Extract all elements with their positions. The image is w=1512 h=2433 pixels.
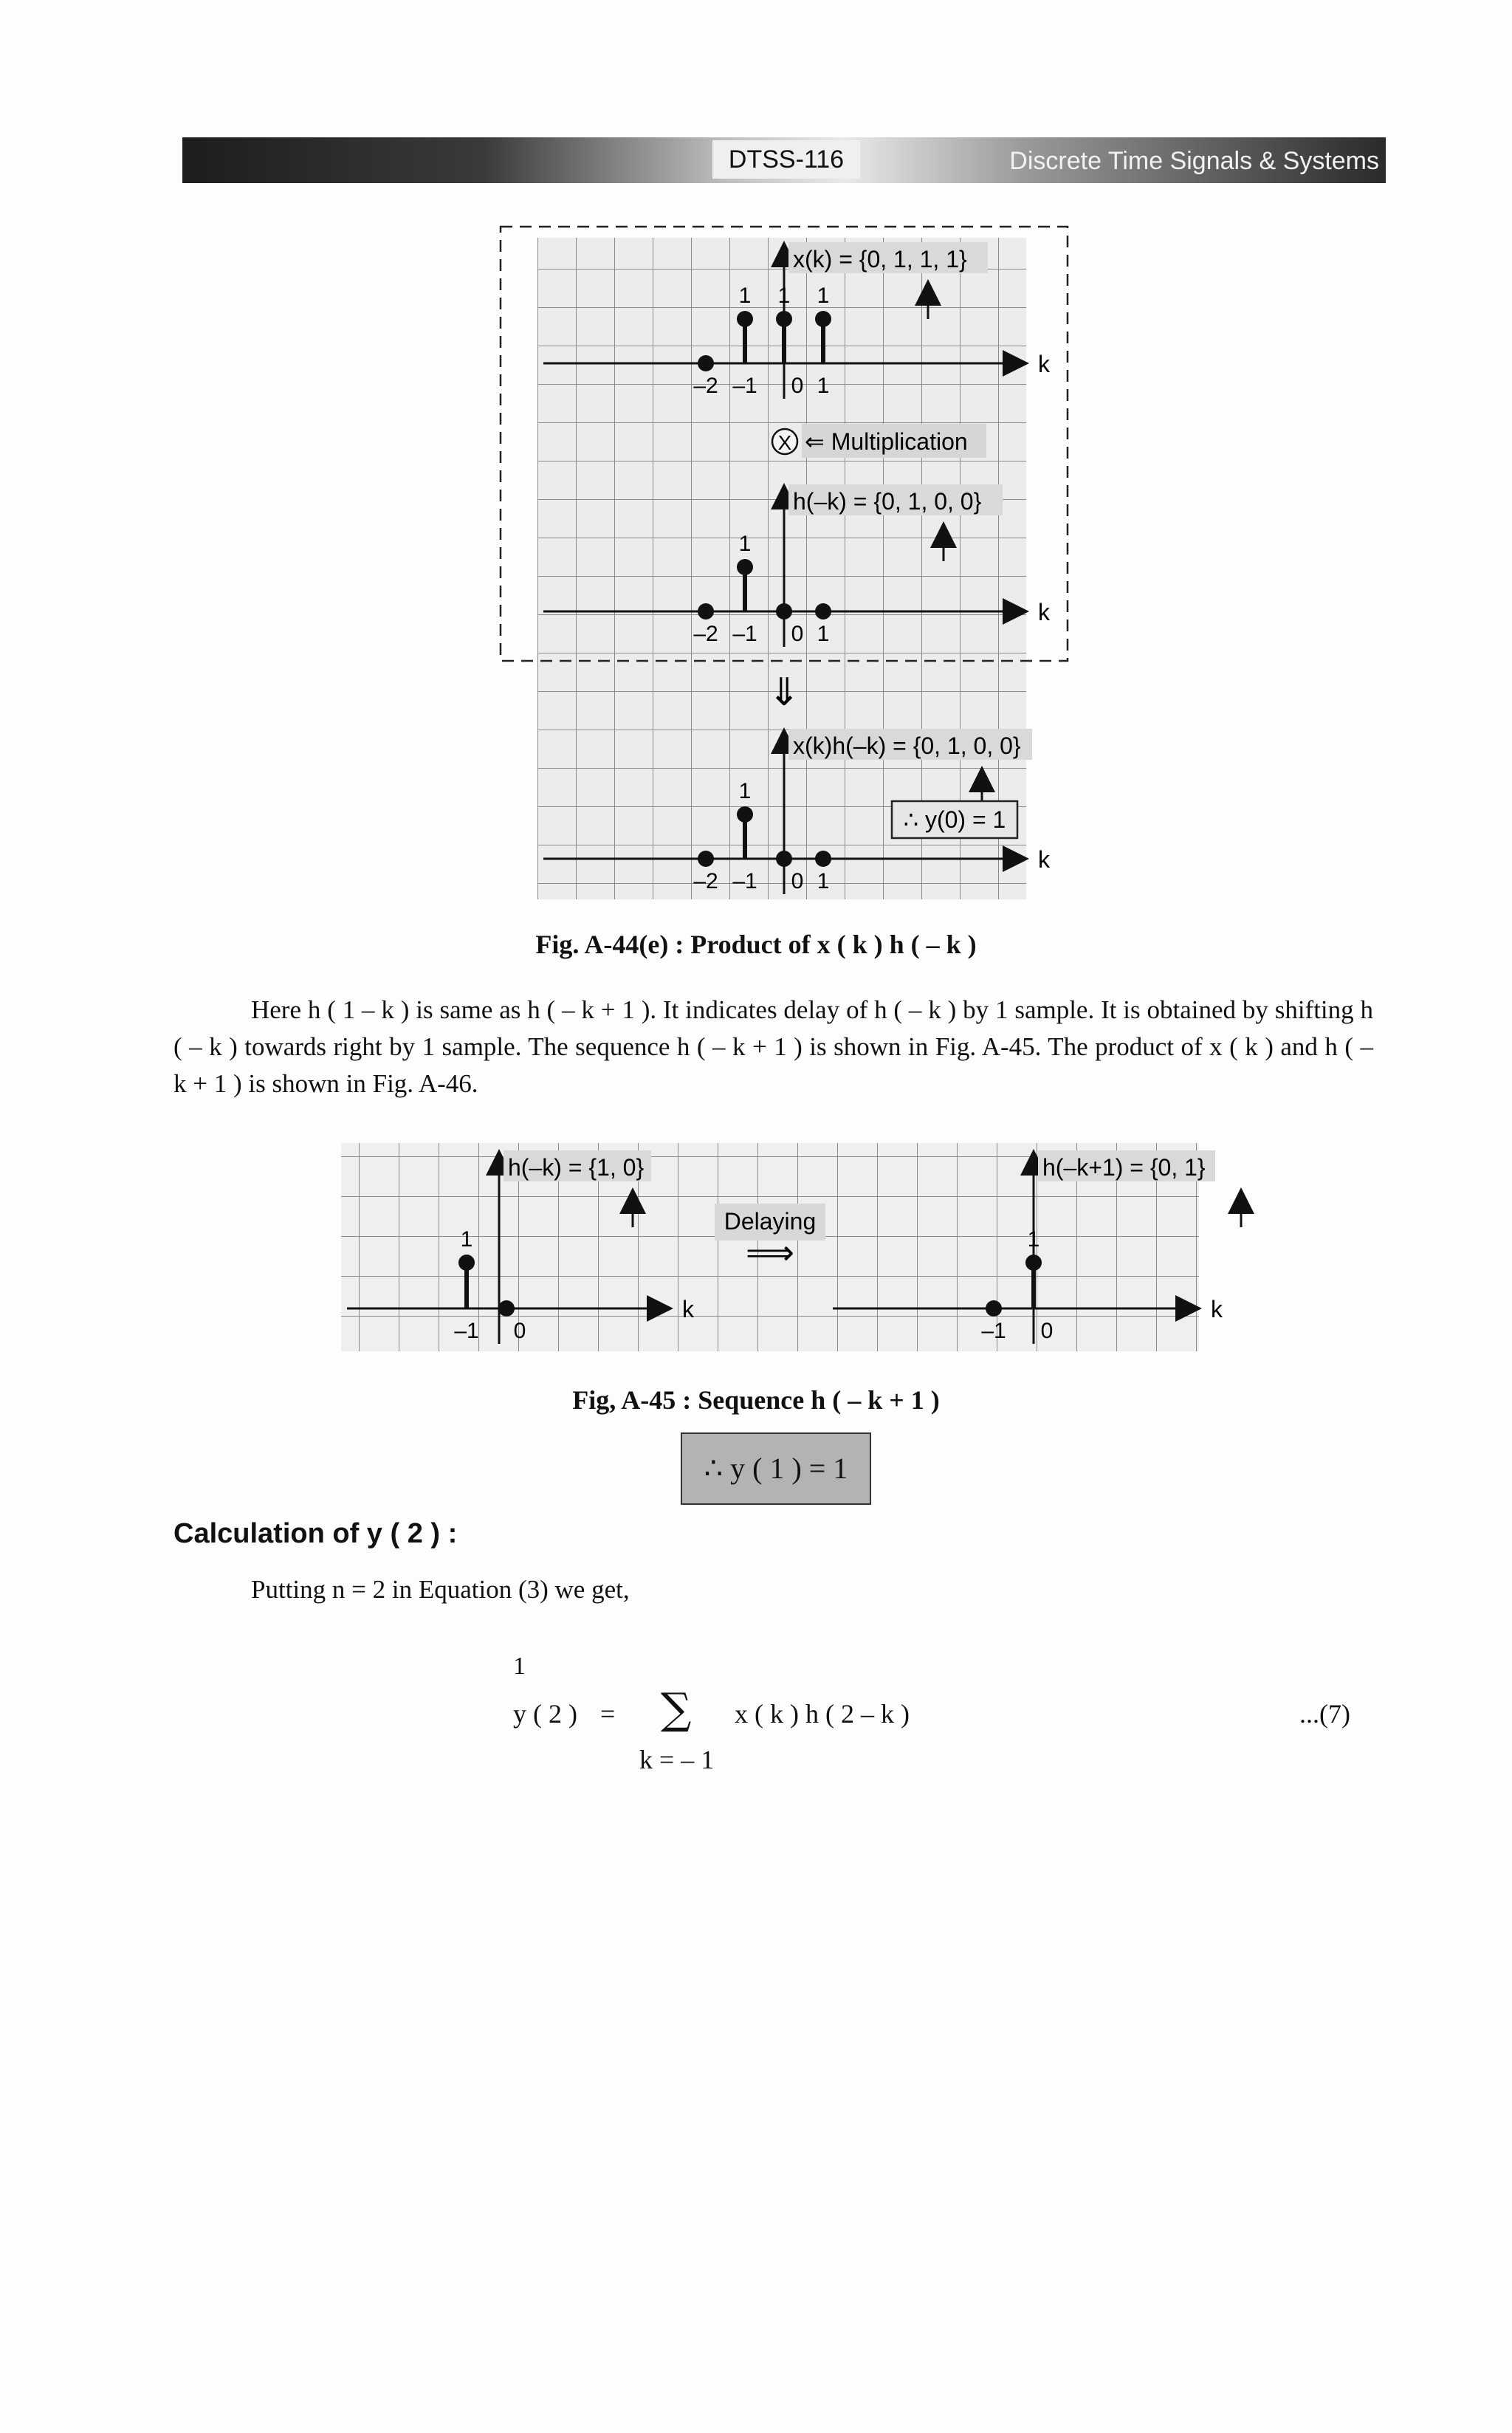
sample-dot [737, 311, 753, 327]
sequence-label: h(–k) = {0, 1, 0, 0} [793, 488, 982, 515]
sample-dot [498, 1300, 515, 1317]
k-axis-label: k [1038, 846, 1050, 873]
sample-dot [776, 311, 792, 327]
sequence-label: x(k) = {0, 1, 1, 1} [793, 246, 967, 272]
k-tick-label: –1 [732, 622, 757, 646]
k-axis-label: k [1038, 599, 1050, 625]
result-y1-box: ∴ y ( 1 ) = 1 [681, 1432, 871, 1505]
sample-dot [698, 851, 714, 867]
intro-text: Putting n = 2 in Equation (3) we get, [251, 1575, 630, 1604]
k-tick-label: 0 [791, 622, 804, 646]
k-tick-label: 0 [791, 374, 804, 398]
k-tick-label: –2 [693, 869, 718, 893]
delaying-label: Delaying [724, 1208, 817, 1235]
k-tick-label: –1 [981, 1319, 1006, 1343]
sample-dot [776, 603, 792, 620]
multiplication-label: ⇐ Multiplication [805, 428, 968, 455]
sample-dot [815, 851, 831, 867]
k-tick-label: –2 [693, 374, 718, 398]
sample-dot [698, 603, 714, 620]
k-tick-label: 0 [513, 1319, 526, 1343]
sample-dot [776, 851, 792, 867]
result-y0: ∴ y(0) = 1 [903, 806, 1006, 833]
eq-summand: x ( k ) h ( 2 – k ) [735, 1699, 910, 1729]
sample-dot [986, 1300, 1002, 1317]
figure-a45 [341, 1143, 1241, 1351]
k-tick-label: –1 [732, 374, 757, 398]
k-tick-label: 1 [817, 869, 830, 893]
sample-dot [815, 311, 831, 327]
figure-a44e [501, 227, 1068, 899]
k-tick-label: 0 [1040, 1319, 1054, 1343]
sample-value-label: 1 [738, 284, 752, 308]
k-tick-label: 1 [817, 374, 830, 398]
k-axis-label: k [682, 1296, 694, 1322]
eq-upper-limit: 1 [513, 1653, 526, 1680]
sample-dot [737, 806, 753, 823]
sample-dot [1025, 1255, 1042, 1271]
sequence-label: h(–k) = {1, 0} [508, 1154, 645, 1181]
multiplication-operator [772, 424, 986, 458]
result-y0-box [892, 801, 1017, 838]
k-tick-label: 1 [817, 622, 830, 646]
section-heading: Calculation of y ( 2 ) : [173, 1518, 458, 1549]
k-tick-label: –1 [454, 1319, 479, 1343]
header-title: Discrete Time Signals & Systems [1009, 147, 1379, 175]
k-tick-label: –2 [693, 622, 718, 646]
k-tick-label: –1 [732, 869, 757, 893]
page-code: DTSS-116 [712, 140, 860, 179]
sequence-label: x(k)h(–k) = {0, 1, 0, 0} [793, 732, 1021, 759]
sample-value-label: 1 [777, 284, 791, 308]
k-tick-label: 0 [791, 869, 804, 893]
body-paragraph [173, 992, 1373, 1102]
multiply-symbol: X [777, 431, 792, 454]
sample-dot [737, 559, 753, 575]
eq-equals: = [600, 1699, 616, 1729]
figure-a45-caption: Fig, A-45 : Sequence h ( – k + 1 ) [572, 1385, 940, 1415]
sample-value-label: 1 [1027, 1227, 1040, 1252]
sample-value-label: 1 [460, 1227, 473, 1252]
sequence-label: h(–k+1) = {0, 1} [1042, 1154, 1206, 1181]
sample-dot [815, 603, 831, 620]
eq-lhs: y ( 2 ) [513, 1699, 577, 1729]
sample-dot [458, 1255, 475, 1271]
sample-value-label: 1 [738, 779, 752, 803]
down-arrow: ⇓ [768, 670, 800, 715]
sample-dot [698, 355, 714, 371]
k-axis-label: k [1038, 351, 1050, 377]
sample-value-label: 1 [817, 284, 830, 308]
figure-a44e-caption: Fig. A-44(e) : Product of x ( k ) h ( – k ) [535, 930, 977, 959]
sample-value-label: 1 [738, 532, 752, 556]
k-axis-label: k [1211, 1296, 1223, 1322]
right-arrow: ⟹ [746, 1232, 794, 1272]
paragraph-text: Here h ( 1 – k ) is same as h ( – k + 1 ). It indicates delay of h ( – k ) by 1 sample. It is obtained by shifting h ( – k ) towards right by 1 sample. The sequence h ( – k + 1 ) is shown in Fig. A-45. The product of x ( k ) and h ( – k + 1 ) is shown in Fig. A-46. [173, 995, 1373, 1098]
eq-sigma: ∑ [661, 1684, 692, 1734]
eq-lower-limit: k = – 1 [639, 1745, 715, 1774]
eq-number: ...(7) [1299, 1699, 1350, 1729]
